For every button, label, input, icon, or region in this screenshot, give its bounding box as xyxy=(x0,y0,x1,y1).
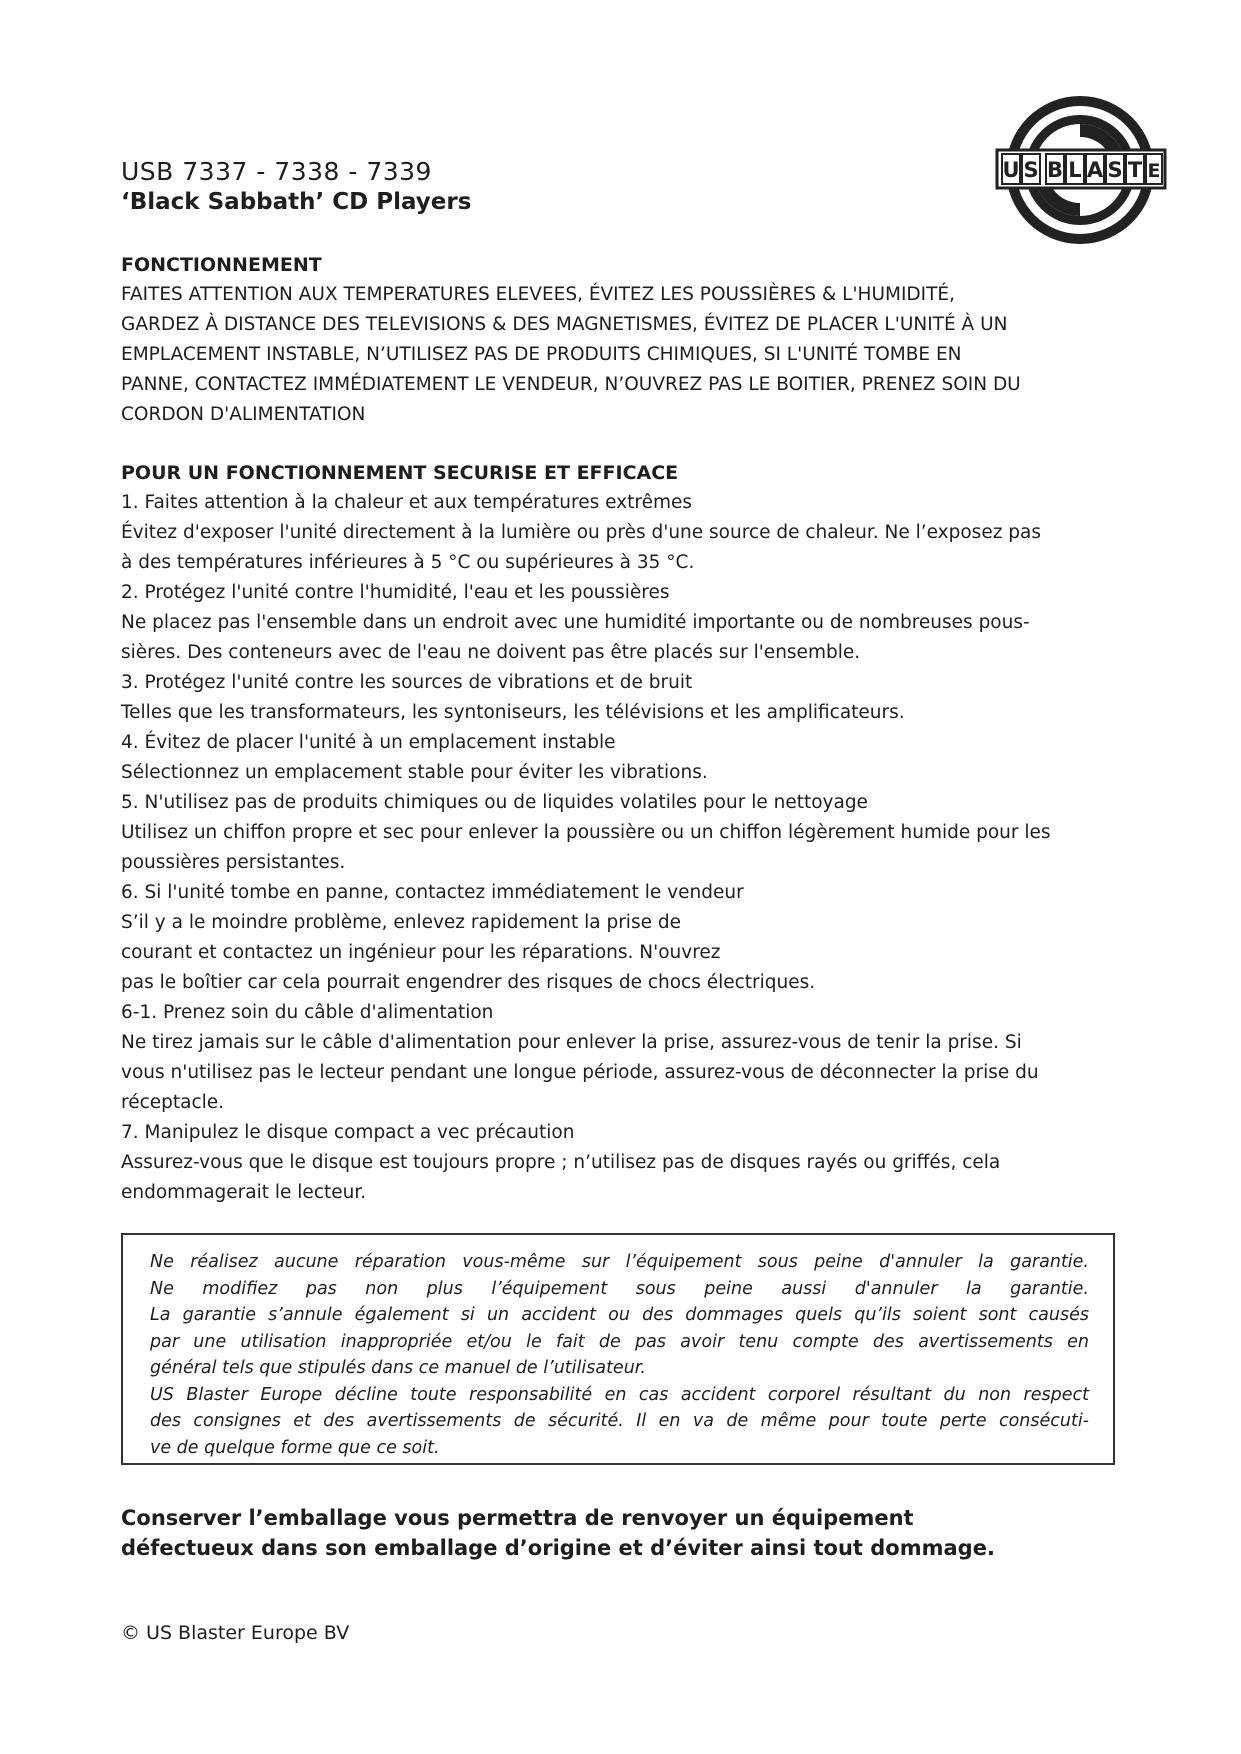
svg-text:S: S xyxy=(1023,158,1039,182)
product-subtitle: ‘Black Sabbath’ CD Players xyxy=(121,189,472,215)
text-line: S’il y a le moindre problème, enlevez rapidement la prise de xyxy=(121,912,681,933)
section-fonctionnement xyxy=(121,250,1131,430)
list-item-title: 3. Protégez l'unité contre les sources de vibrations et de bruit xyxy=(121,672,693,693)
section-securise xyxy=(121,458,1131,1208)
text-line: Évitez d'exposer l'unité directement à la lumière ou près d'une source de chaleur. Ne l’exposez pas xyxy=(121,522,1042,543)
text-line: Ne placez pas l'ensemble dans un endroit avec une humidité importante ou de nombreuses pous- xyxy=(121,612,1030,633)
text-line: poussières persistantes. xyxy=(121,852,346,873)
packaging-advice-line: Conserver l’emballage vous permettra de renvoyer un équipement xyxy=(121,1506,914,1530)
svg-text:S: S xyxy=(1107,158,1123,182)
text-line: FAITES ATTENTION AUX TEMPERATURES ELEVEES, ÉVITEZ LES POUSSIÈRES & L'HUMIDITÉ, xyxy=(121,284,955,305)
text-line: réceptacle. xyxy=(121,1092,225,1113)
model-numbers: USB 7337 - 7338 - 7339 xyxy=(121,157,432,186)
list-item-title: 2. Protégez l'unité contre l'humidité, l'eau et les poussières xyxy=(121,582,670,603)
text-line: Telles que les transformateurs, les syntoniseurs, les télévisions et les amplificateurs. xyxy=(121,702,905,723)
svg-text:T: T xyxy=(1127,158,1143,182)
notice-line: des consignes et des avertissements de sécurité. Il en va de même pour toute perte consécuti- xyxy=(150,1411,1089,1431)
svg-text:L: L xyxy=(1068,158,1082,182)
notice-line: général tels que stipulés dans ce manuel de l’utilisateur. xyxy=(150,1358,646,1378)
list-item-title: 6. Si l'unité tombe en panne, contactez immédiatement le vendeur xyxy=(121,882,744,903)
list-item-title: 6-1. Prenez soin du câble d'alimentation xyxy=(121,1002,494,1023)
copyright: © US Blaster Europe BV xyxy=(121,1622,350,1644)
notice-line: par une utilisation inappropriée et/ou le fait de pas avoir tenu compte des avertissements en xyxy=(150,1331,1089,1352)
text-line: Sélectionnez un emplacement stable pour éviter les vibrations. xyxy=(121,762,708,783)
text-line: PANNE, CONTACTEZ IMMÉDIATEMENT LE VENDEUR, N’OUVREZ PAS LE BOITIER, PRENEZ SOIN DU xyxy=(121,374,1021,395)
svg-text:E: E xyxy=(1147,160,1161,182)
text-line: Ne tirez jamais sur le câble d'alimentation pour enlever la prise, assurez-vous de tenir la prise. Si xyxy=(121,1032,1022,1053)
svg-text:B: B xyxy=(1046,158,1064,182)
warranty-notice-box xyxy=(121,1233,1115,1465)
text-line: GARDEZ À DISTANCE DES TELEVISIONS & DES MAGNETISMES, ÉVITEZ DE PLACER L'UNITÉ À UN xyxy=(121,314,1008,335)
list-item-title: 4. Évitez de placer l'unité à un emplacement instable xyxy=(121,732,616,753)
text-line: courant et contactez un ingénieur pour les réparations. N'ouvrez xyxy=(121,942,721,963)
text-line: endommagerait le lecteur. xyxy=(121,1182,367,1203)
svg-text:A: A xyxy=(1086,158,1104,182)
text-line: sières. Des conteneurs avec de l'eau ne doivent pas être placés sur l'ensemble. xyxy=(121,642,861,663)
notice-line: US Blaster Europe décline toute responsabilité en cas accident corporel résultant du non respect xyxy=(150,1384,1089,1405)
notice-line: ve de quelque forme que ce soit. xyxy=(150,1437,440,1458)
text-line: Assurez-vous que le disque est toujours propre ; n’utilisez pas de disques rayés ou griffés, cela xyxy=(121,1152,1001,1173)
svg-text:U: U xyxy=(1002,158,1020,182)
text-line: pas le boîtier car cela pourrait engendrer des risques de chocs électriques. xyxy=(121,972,816,993)
text-line: vous n'utilisez pas le lecteur pendant une longue période, assurez-vous de déconnecter la prise du xyxy=(121,1062,1039,1083)
packaging-advice-line: défectueux dans son emballage d’origine et d’éviter ainsi tout dommage. xyxy=(121,1536,995,1560)
text-line: EMPLACEMENT INSTABLE, N’UTILISEZ PAS DE PRODUITS CHIMIQUES, SI L'UNITÉ TOMBE EN xyxy=(121,344,962,365)
text-line: à des températures inférieures à 5 °C ou supérieures à 35 °C. xyxy=(121,552,695,573)
list-item-title: 7. Manipulez le disque compact a vec précaution xyxy=(121,1122,575,1143)
notice-line: Ne modifiez pas non plus l’équipement sous peine aussi d'annuler la garantie. xyxy=(150,1278,1089,1299)
text-line: Utilisez un chiffon propre et sec pour enlever la poussière ou un chiffon légèrement humide pour les xyxy=(121,822,1051,843)
notice-line: Ne réalisez aucune réparation vous-même sur l’équipement sous peine d'annuler la garantie. xyxy=(150,1252,1089,1272)
section-heading: POUR UN FONCTIONNEMENT SECURISE ET EFFICACE xyxy=(121,462,679,484)
list-item-title: 1. Faites attention à la chaleur et aux températures extrêmes xyxy=(121,492,693,513)
section-heading: FONCTIONNEMENT xyxy=(121,254,322,276)
text-line: CORDON D'ALIMENTATION xyxy=(121,404,366,425)
list-item-title: 5. N'utilisez pas de produits chimiques ou de liquides volatiles pour le nettoyage xyxy=(121,792,868,813)
us-blaster-logo xyxy=(995,93,1170,248)
notice-line: La garantie s’annule également si un accident ou des dommages quels qu’ils soient sont causés xyxy=(150,1305,1089,1325)
packaging-advice xyxy=(121,1503,995,1563)
